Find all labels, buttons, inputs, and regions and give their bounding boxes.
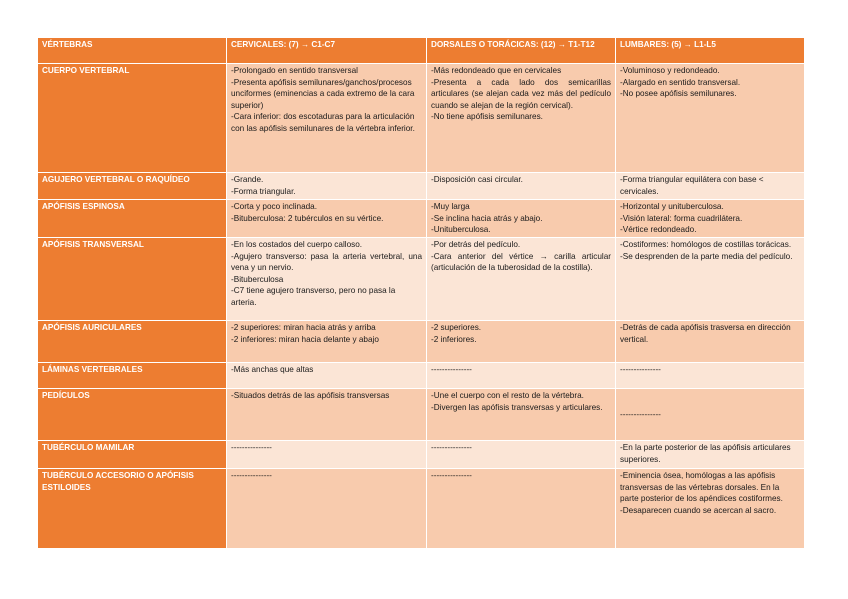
table-row xyxy=(38,363,805,389)
cell-line: --------------- xyxy=(620,365,661,374)
cell-cervicales xyxy=(227,64,427,173)
header-vertebras: VÉRTEBRAS xyxy=(38,38,227,64)
cell-dorsales xyxy=(427,238,616,321)
cell-line: --------------- xyxy=(231,471,272,480)
cell-line: -Se desprenden de la parte media del pedículo. xyxy=(620,251,793,261)
row-label: TUBÉRCULO ACCESORIO O APÓFISIS ESTILOIDES xyxy=(38,469,227,549)
cell-cervicales xyxy=(227,441,427,469)
cell-line: -Por detrás del pedículo. xyxy=(431,240,521,249)
cell-line: -C7 tiene agujero transverso, pero no pasa la arteria. xyxy=(231,286,396,307)
cell-line: -Situados detrás de las apófisis transversas xyxy=(231,391,390,400)
cell-cervicales xyxy=(227,389,427,441)
cell-line: --------------- xyxy=(431,443,472,452)
cell-line: -Detrás de cada apófisis trasversa en dirección vertical. xyxy=(620,323,791,344)
cell-line: -Eminencia ósea, homólogas a las apófisis transversas de las vértebras dorsales. En la parte posterior de los apéndices costiformes. xyxy=(620,471,783,504)
cell-line: -Visión lateral: forma cuadrilátera. xyxy=(620,213,743,223)
table-row xyxy=(38,200,805,238)
table-row xyxy=(38,441,805,469)
cell-line: -Forma triangular. xyxy=(231,186,296,196)
cell-lumbares xyxy=(616,321,805,363)
header-cervicales: CERVICALES: (7) → C1-C7 xyxy=(227,38,427,64)
cell-dorsales xyxy=(427,469,616,549)
cell-lumbares xyxy=(616,64,805,173)
cell-line: -Agujero transverso: pasa la arteria vertebral, una vena y un nervio. xyxy=(231,251,422,273)
cell-line: -Divergen las apófisis transversas y articulares. xyxy=(431,402,603,412)
cell-line: -Muy larga xyxy=(431,202,470,211)
table-row xyxy=(38,469,805,549)
cell-line: -Bituberculosa xyxy=(231,274,284,284)
cell-dorsales xyxy=(427,173,616,200)
cell-line: --------------- xyxy=(431,365,472,374)
cell-lumbares xyxy=(616,389,805,441)
cell-line: -Corta y poco inclinada. xyxy=(231,202,318,211)
row-label: CUERPO VERTEBRAL xyxy=(38,64,227,173)
cell-line: -Bituberculosa: 2 tubérculos en su vértice. xyxy=(231,213,384,223)
cell-line: -Disposición casi circular. xyxy=(431,175,523,184)
cell-line: -2 inferiores. xyxy=(431,334,477,344)
cell-cervicales xyxy=(227,200,427,238)
cell-lumbares xyxy=(616,238,805,321)
cell-line: -Cara inferior: dos escotaduras para la articulación con las apófisis semilunares de la vértebra inferior. xyxy=(231,112,415,133)
cell-lumbares xyxy=(616,441,805,469)
cell-lumbares xyxy=(616,363,805,389)
table-row xyxy=(38,321,805,363)
row-label: LÁMINAS VERTEBRALES xyxy=(38,363,227,389)
cell-line: -Desaparecen cuando se acercan al sacro. xyxy=(620,505,777,515)
cell-line: --------------- xyxy=(431,471,472,480)
cell-cervicales xyxy=(227,321,427,363)
cell-line: --------------- xyxy=(231,443,272,452)
cell-dorsales xyxy=(427,321,616,363)
cell-cervicales xyxy=(227,173,427,200)
row-label: AGUJERO VERTEBRAL O RAQUÍDEO xyxy=(38,173,227,200)
cell-line: -Une el cuerpo con el resto de la vértebra. xyxy=(431,391,584,400)
cell-line: -Grande. xyxy=(231,175,264,184)
cell-cervicales xyxy=(227,238,427,321)
table-row xyxy=(38,173,805,200)
cell-line: -Horizontal y unituberculosa. xyxy=(620,202,724,211)
row-label: APÓFISIS TRANSVERSAL xyxy=(38,238,227,321)
table-row xyxy=(38,389,805,441)
cell-line: -No posee apófisis semilunares. xyxy=(620,89,737,99)
cell-dorsales xyxy=(427,441,616,469)
cell-line: -Forma triangular equilátera con base < cervicales. xyxy=(620,175,764,196)
cell-line: -2 inferiores: miran hacia delante y abajo xyxy=(231,334,379,344)
vertebras-table xyxy=(37,37,805,549)
cell-line: -Cara anterior del vértice → carilla articular (articulación de la tuberosidad de la costilla). xyxy=(431,251,611,273)
cell-line: -Voluminoso y redondeado. xyxy=(620,66,720,75)
table-row xyxy=(38,64,805,173)
cell-lumbares xyxy=(616,173,805,200)
row-label: APÓFISIS ESPINOSA xyxy=(38,200,227,238)
cell-cervicales xyxy=(227,363,427,389)
row-label: APÓFISIS AURICULARES xyxy=(38,321,227,363)
header-lumbares: LUMBARES: (5) → L1-L5 xyxy=(616,38,805,64)
cell-line: -Vértice redondeado. xyxy=(620,225,697,235)
cell-lumbares xyxy=(616,469,805,549)
cell-dorsales xyxy=(427,363,616,389)
cell-line: -Más anchas que altas xyxy=(231,365,314,374)
table-row xyxy=(38,238,805,321)
cell-line: -Alargado en sentido transversal. xyxy=(620,77,741,87)
cell-line: -En la parte posterior de las apófisis articulares superiores. xyxy=(620,443,791,464)
header-dorsales: DORSALES O TORÁCICAS: (12) → T1-T12 xyxy=(427,38,616,64)
cell-cervicales xyxy=(227,469,427,549)
cell-dorsales xyxy=(427,200,616,238)
cell-line: -Presenta apófisis semilunares/ganchos/procesos unciformes (eminencias a cada extremo de la cara superior) xyxy=(231,77,415,110)
header-row xyxy=(38,38,805,64)
cell-line: -No tiene apófisis semilunares. xyxy=(431,112,543,122)
cell-line: -En los costados del cuerpo calloso. xyxy=(231,240,363,249)
cell-line: -Más redondeado que en cervicales xyxy=(431,66,562,75)
cell-line: -Se inclina hacia atrás y abajo. xyxy=(431,213,543,223)
cell-line: --------------- xyxy=(620,410,661,420)
cell-line: -Unituberculosa. xyxy=(431,225,491,235)
row-label: TUBÉRCULO MAMILAR xyxy=(38,441,227,469)
cell-line: -Prolongado en sentido transversal xyxy=(231,66,358,75)
cell-line: -2 superiores: miran hacia atrás y arriba xyxy=(231,323,376,332)
cell-lumbares xyxy=(616,200,805,238)
row-label: PEDÍCULOS xyxy=(38,389,227,441)
cell-dorsales xyxy=(427,389,616,441)
cell-line: -Presenta a cada lado dos semicarillas articulares (se alejan cada vez más del pedículo cuando se alejan de la región cervical). xyxy=(431,77,611,110)
cell-dorsales xyxy=(427,64,616,173)
cell-line: -2 superiores. xyxy=(431,323,482,332)
cell-line: -Costiformes: homólogos de costillas torácicas. xyxy=(620,240,792,249)
